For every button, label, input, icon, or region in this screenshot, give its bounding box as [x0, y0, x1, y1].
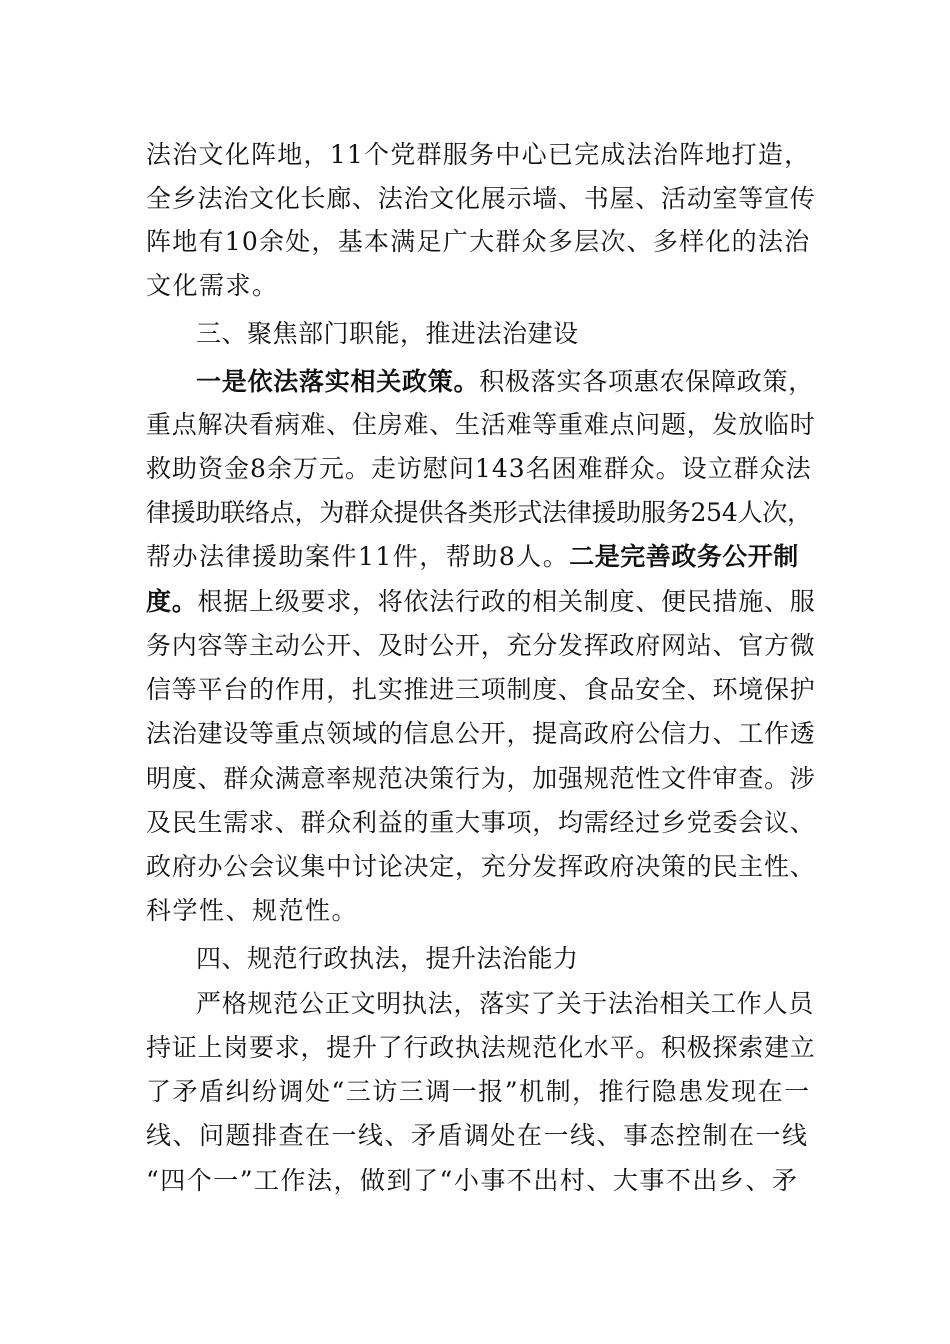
body-text-line: 了矛盾纠纷调处“三访三调一报”机制，推行隐患发现在一: [146, 1077, 811, 1106]
emphasis-text: 一是依法落实相关政策。: [196, 367, 480, 396]
body-text-line: 线、问题排查在一线、矛盾调处在一线、事态控制在一线: [146, 1121, 809, 1150]
body-text-line: 严格规范公正文明执法，落实了关于法治相关工作人员: [196, 989, 815, 1018]
body-text-line: 阵地有10余处，基本满足广大群众多层次、多样化的法治: [146, 227, 811, 256]
paragraph-line: [146, 580, 816, 624]
body-text-line: 法治建设等重点领域的信息公开，提高政府公信力、工作透: [146, 719, 816, 748]
body-text-line: 政府办公会议集中讨论决定，充分发挥政府决策的民主性、: [146, 852, 816, 881]
body-text: 帮办法律援助案件11件，帮助8人。: [146, 542, 570, 571]
paragraph-line: [146, 535, 816, 579]
body-text: 积极落实各项惠农保障政策，: [479, 367, 815, 396]
section-heading: 四、规范行政执法，提升法治能力: [196, 944, 579, 973]
body-text-line: 律援助联络点，为群众提供各类形式法律援助服务254人次，: [146, 498, 812, 527]
body-text-line: 持证上岗要求，提升了行政执法规范化水平。积极探索建立: [146, 1033, 816, 1062]
emphasis-text: 二是完善政务公开制: [569, 542, 799, 571]
emphasis-text: 度。: [146, 587, 198, 616]
body-text-line: “四个一”工作法，做到了“小事不出村、大事不出乡、矛: [146, 1166, 799, 1195]
body-text-line: 全乡法治文化长廊、法治文化展示墙、书屋、活动室等宣传: [146, 184, 816, 213]
body-text-line: 明度、群众满意率规范决策行为，加强规范性文件审查。涉: [146, 764, 816, 793]
body-text-line: 科学性、规范性。: [146, 896, 359, 925]
body-text-line: 法治文化阵地，11个党群服务中心已完成法治阵地打造，: [146, 140, 811, 169]
body-text-line: 文化需求。: [146, 271, 279, 300]
section-heading: 三、聚焦部门职能，推进法治建设: [196, 319, 579, 348]
paragraph-line: [196, 360, 816, 404]
body-text-line: 务内容等主动公开、及时公开，充分发挥政府网站、官方微: [146, 631, 816, 660]
body-text-line: 重点解决看病难、住房难、生活难等重难点问题，发放临时: [146, 410, 816, 439]
body-text-line: 信等平台的作用，扎实推进三项制度、食品安全、环境保护: [146, 675, 816, 704]
body-text: 根据上级要求，将依法行政的相关制度、便民措施、服: [197, 587, 816, 616]
body-text-line: 及民生需求、群众利益的重大事项，均需经过乡党委会议、: [146, 808, 816, 837]
body-text-line: 救助资金8余万元。走访慰问143名困难群众。设立群众法: [146, 454, 812, 483]
